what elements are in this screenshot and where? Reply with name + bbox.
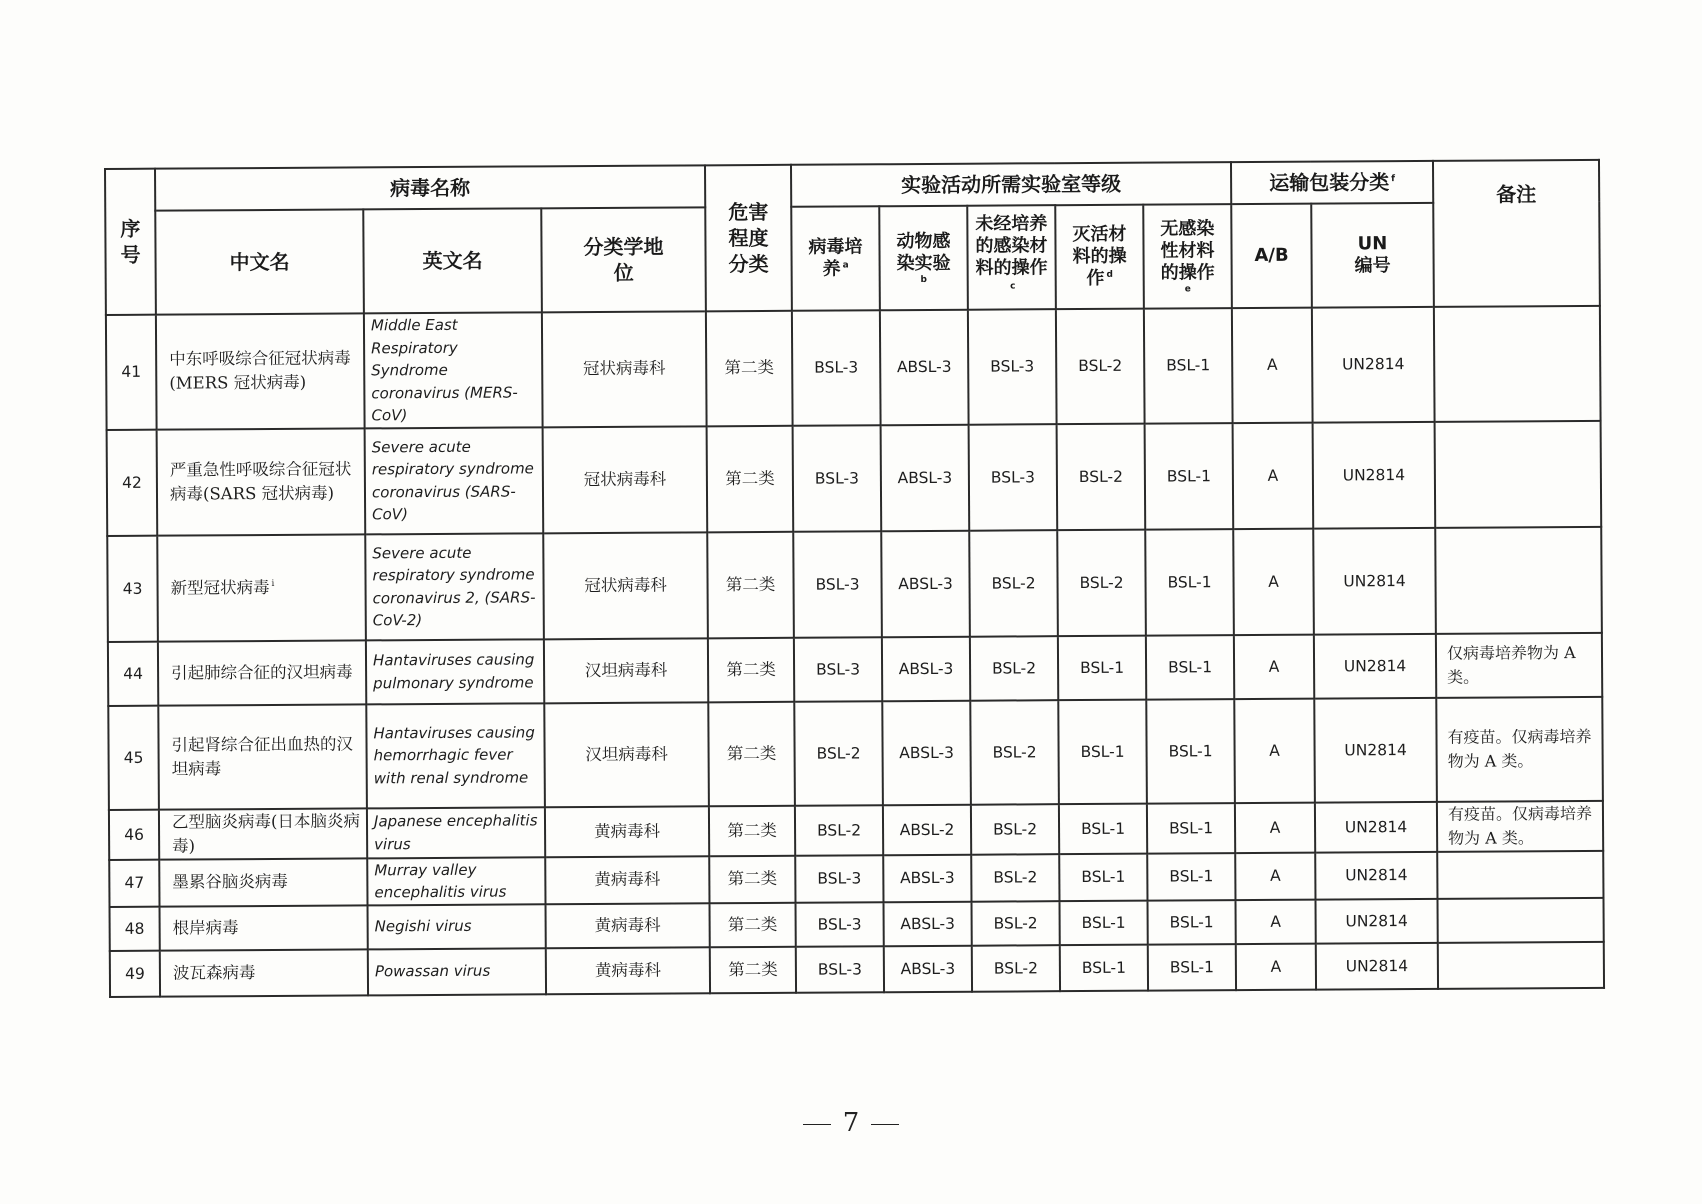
- culture-level-cell: [794, 701, 883, 806]
- uncultured-level-cell: [971, 901, 1059, 946]
- animal-level-cell: [882, 700, 971, 805]
- animal-level: ABSL-3: [900, 959, 956, 978]
- culture-level: BSL-3: [815, 574, 860, 594]
- un-number: UN2814: [1344, 817, 1408, 836]
- transport-ab-cell: [1233, 528, 1314, 634]
- un-number: UN2814: [1341, 355, 1405, 374]
- header-culture: [791, 206, 880, 311]
- animal-level-cell: [881, 530, 970, 637]
- hazard-class-cell: [710, 946, 796, 993]
- un-number: UN2814: [1343, 656, 1407, 675]
- culture-level-cell: [795, 855, 883, 903]
- hazard-class-cell: [706, 311, 793, 426]
- cn-name-cell: [159, 808, 367, 859]
- table-row: [108, 632, 1602, 705]
- culture-level-cell: [794, 637, 882, 702]
- transport-ab-cell: [1234, 634, 1314, 698]
- uncultured-level: BSL-2: [992, 658, 1037, 678]
- header-virus-name: 病毒名称: [155, 165, 705, 210]
- header-noninfectious-sup: e: [1184, 284, 1191, 295]
- cn-name: 引起肾综合征出血热的汉坦病毒: [171, 733, 354, 779]
- uncultured-level-cell: [969, 530, 1058, 637]
- inactivated-level: BSL-1: [1079, 658, 1125, 677]
- un-number: UN2814: [1345, 956, 1409, 975]
- culture-level-cell: [792, 310, 881, 425]
- noninfectious-level-cell: [1146, 635, 1234, 700]
- taxonomy: 黄病毒科: [594, 960, 661, 980]
- header-inactivated: [1055, 205, 1144, 310]
- noninfectious-level: BSL-1: [1168, 818, 1214, 838]
- transport-ab-cell: [1234, 698, 1315, 802]
- header-uncultured: [967, 205, 1056, 310]
- inactivated-level-cell: [1059, 803, 1147, 854]
- row-number: 49: [124, 964, 145, 983]
- un-number: UN2814: [1342, 465, 1406, 484]
- cn-name: 根岸病毒: [172, 917, 239, 938]
- transport-ab: A: [1268, 657, 1280, 676]
- transport-ab: A: [1267, 466, 1279, 485]
- header-ab: A/B: [1231, 204, 1312, 308]
- footer-dash-right: [871, 1124, 899, 1125]
- noninfectious-level: BSL-1: [1166, 356, 1211, 375]
- en-name-cell: [365, 427, 544, 534]
- hazard-class: 第二类: [727, 868, 778, 889]
- hazard-class: 第二类: [727, 820, 777, 840]
- hazard-class-cell: [710, 902, 796, 947]
- taxonomy-cell: [543, 532, 708, 639]
- row-number: 43: [122, 579, 143, 598]
- animal-level-cell: [883, 901, 971, 946]
- header-animal-sup: b: [920, 274, 927, 286]
- uncultured-level: BSL-2: [992, 819, 1038, 839]
- inactivated-level-cell: [1058, 635, 1146, 700]
- header-inactivated-label: 灭活材料的操作: [1072, 223, 1127, 290]
- uncultured-level-cell: [969, 424, 1058, 531]
- animal-level: ABSL-2: [899, 820, 955, 839]
- header-lab-level: 实验活动所需实验室等级: [791, 162, 1231, 207]
- transport-ab-cell: [1232, 308, 1313, 423]
- un-number-cell: [1315, 898, 1437, 943]
- noninfectious-level: BSL-1: [1168, 741, 1213, 761]
- cn-name-footnote: i: [271, 578, 275, 589]
- cn-name-cell: [157, 428, 366, 535]
- un-number-cell: [1313, 421, 1436, 528]
- culture-level: BSL-3: [814, 468, 859, 488]
- header-transport: [1231, 161, 1433, 204]
- en-name: Hantaviruses causing hemorrhagic fever with renal syndrome: [373, 723, 535, 788]
- uncultured-level-cell: [971, 854, 1059, 902]
- table-row: [109, 800, 1603, 859]
- remarks-cell: [1438, 941, 1604, 988]
- taxonomy: 冠状病毒科: [582, 358, 666, 379]
- table-row: [106, 306, 1601, 430]
- culture-level: BSL-3: [814, 358, 859, 377]
- animal-level: ABSL-3: [898, 574, 953, 593]
- uncultured-level-cell: [970, 700, 1059, 805]
- remarks-cell: [1436, 632, 1602, 697]
- un-number-cell: [1314, 697, 1437, 802]
- header-inactivated-sup: d: [1106, 269, 1113, 280]
- inactivated-level: BSL-1: [1080, 819, 1126, 838]
- animal-level-cell: [882, 636, 970, 701]
- taxonomy: 冠状病毒科: [584, 575, 667, 595]
- en-name: Japanese encephalitis virus: [373, 811, 538, 853]
- cn-name: 严重急性呼吸综合征冠状病毒(SARS 冠状病毒): [169, 458, 352, 504]
- remarks-cell: [1435, 526, 1602, 633]
- noninfectious-level: BSL-1: [1167, 572, 1212, 592]
- taxonomy: 汉坦病毒科: [585, 744, 668, 764]
- inactivated-level: BSL-2: [1079, 573, 1124, 592]
- transport-ab: A: [1269, 741, 1280, 760]
- hazard-class-cell: [709, 855, 795, 903]
- header-animal: [879, 206, 968, 311]
- inactivated-level-cell: [1058, 699, 1147, 804]
- un-number-cell: [1313, 527, 1436, 634]
- culture-level: BSL-2: [816, 820, 862, 840]
- header-noninfectious-label: 无感染性材料的操作: [1160, 218, 1215, 284]
- uncultured-level: BSL-3: [990, 467, 1035, 487]
- cn-name-cell: [158, 640, 366, 705]
- en-name-cell: [368, 904, 546, 949]
- inactivated-level: BSL-2: [1078, 357, 1123, 376]
- inactivated-level-cell: [1060, 944, 1148, 991]
- header-hazard: 危害程度分类: [705, 165, 792, 312]
- remarks-cell: [1434, 306, 1601, 422]
- transport-ab: A: [1266, 356, 1278, 375]
- cn-name-cell: [157, 534, 366, 641]
- en-name-cell: [367, 807, 545, 858]
- header-transport-sup: f: [1391, 174, 1396, 185]
- animal-level-cell: [880, 310, 969, 425]
- un-number: UN2814: [1343, 571, 1406, 590]
- uncultured-level-cell: [971, 804, 1059, 855]
- row-number-cell: [109, 859, 159, 906]
- taxonomy-cell: [546, 903, 710, 948]
- table-row: [107, 420, 1602, 535]
- remarks: 仅病毒培养物为 A 类。: [1446, 642, 1576, 687]
- uncultured-level-cell: [972, 945, 1060, 992]
- inactivated-level: BSL-1: [1081, 867, 1126, 887]
- culture-level: BSL-3: [817, 959, 862, 979]
- uncultured-level: BSL-2: [993, 958, 1038, 978]
- row-number: 44: [123, 664, 144, 683]
- uncultured-level: BSL-2: [993, 868, 1038, 887]
- noninfectious-level: BSL-1: [1166, 466, 1211, 486]
- un-number-cell: [1314, 633, 1436, 698]
- animal-level-cell: [883, 804, 971, 855]
- taxonomy-cell: [546, 947, 710, 994]
- row-number: 47: [124, 873, 145, 892]
- remarks: 有疫苗。仅病毒培养物为 A 类。: [1447, 803, 1593, 848]
- en-name: Negishi virus: [374, 917, 472, 936]
- header-animal-label: 动物感染实验: [896, 230, 951, 275]
- animal-level: ABSL-3: [899, 743, 954, 762]
- uncultured-level-cell: [970, 636, 1058, 701]
- animal-level: ABSL-3: [898, 659, 954, 678]
- header-en-name: 英文名: [363, 208, 542, 313]
- table-row: [108, 696, 1603, 809]
- en-name: Middle East Respiratory Syndrome coronavirus (MERS-CoV): [370, 315, 518, 425]
- header-seq: 序号: [105, 169, 156, 315]
- transport-ab: A: [1269, 866, 1281, 885]
- noninfectious-level-cell: [1145, 529, 1234, 636]
- un-number-cell: [1316, 942, 1438, 989]
- row-number: 42: [121, 473, 142, 492]
- inactivated-level-cell: [1057, 423, 1146, 530]
- header-transport-label: 运输包装分类: [1269, 170, 1390, 195]
- culture-level: BSL-3: [817, 914, 862, 934]
- cn-name-cell: [160, 949, 368, 996]
- un-number-cell: [1312, 307, 1435, 422]
- taxonomy-cell: [544, 702, 709, 807]
- header-uncultured-sup: c: [1010, 281, 1016, 292]
- en-name-cell: [366, 703, 545, 808]
- noninfectious-level: BSL-1: [1169, 867, 1214, 886]
- inactivated-level: BSL-1: [1081, 958, 1126, 977]
- noninfectious-level-cell: [1147, 853, 1235, 901]
- en-name-cell: [364, 312, 543, 428]
- taxonomy: 汉坦病毒科: [584, 660, 668, 680]
- en-name-cell: [366, 639, 544, 704]
- cn-name: 墨累谷脑炎病毒: [172, 871, 288, 892]
- hazard-class: 第二类: [727, 914, 778, 934]
- inactivated-level-cell: [1059, 900, 1147, 945]
- taxonomy-cell: [545, 856, 709, 904]
- page-number: 7: [842, 1108, 860, 1138]
- cn-name-cell: [158, 704, 367, 809]
- row-number-cell: [108, 641, 158, 705]
- noninfectious-level-cell: [1148, 944, 1236, 991]
- animal-level-cell: [884, 945, 972, 992]
- taxonomy: 黄病毒科: [594, 869, 661, 890]
- row-number: 41: [121, 363, 142, 382]
- row-number: 48: [124, 919, 145, 938]
- taxonomy-cell: [542, 311, 707, 426]
- hazard-class-cell: [708, 637, 794, 702]
- header-culture-sup: a: [842, 260, 849, 271]
- un-number: UN2814: [1344, 740, 1407, 759]
- hazard-class: 第二类: [726, 743, 777, 763]
- hazard-class: 第二类: [725, 468, 775, 488]
- taxonomy: 冠状病毒科: [583, 469, 667, 489]
- inactivated-level-cell: [1059, 853, 1147, 901]
- remarks-cell: [1437, 850, 1603, 898]
- un-number-cell: [1315, 851, 1437, 899]
- culture-level: BSL-2: [816, 743, 861, 763]
- table-row: [110, 941, 1604, 996]
- culture-level-cell: [795, 902, 883, 947]
- taxonomy-cell: [544, 638, 708, 703]
- un-number: UN2814: [1345, 911, 1408, 930]
- taxonomy: 黄病毒科: [594, 915, 661, 935]
- hazard-class: 第二类: [726, 659, 776, 679]
- transport-ab-cell: [1236, 943, 1316, 989]
- en-name-cell: [368, 948, 546, 995]
- un-number: UN2814: [1345, 866, 1408, 885]
- uncultured-level-cell: [968, 309, 1057, 424]
- header-remarks: 备注: [1433, 160, 1600, 307]
- row-number-cell: [110, 906, 160, 950]
- en-name: Severe acute respiratory syndrome coronavirus 2, (SARS-CoV-2): [372, 543, 536, 630]
- remarks-cell: [1437, 800, 1603, 851]
- virus-table: [104, 159, 1605, 998]
- uncultured-level: BSL-2: [991, 573, 1036, 593]
- row-number-cell: [108, 705, 159, 809]
- remarks-cell: [1435, 420, 1602, 527]
- row-number-cell: [109, 809, 159, 859]
- row-number-cell: [110, 950, 160, 996]
- transport-ab: A: [1268, 572, 1279, 591]
- row-number: 45: [123, 748, 144, 767]
- row-number: 46: [124, 825, 144, 844]
- hazard-class: 第二类: [724, 358, 775, 378]
- taxonomy-cell: [545, 806, 709, 857]
- cn-name-cell: [156, 313, 365, 429]
- header-culture-label: 病毒培养: [808, 236, 863, 280]
- taxonomy: 黄病毒科: [594, 821, 661, 841]
- cn-name-cell: [160, 905, 368, 950]
- noninfectious-level-cell: [1144, 308, 1233, 423]
- row-number-cell: [106, 315, 157, 430]
- hazard-class-cell: [709, 805, 795, 856]
- page-footer: [0, 1108, 1702, 1138]
- noninfectious-level: BSL-1: [1167, 657, 1213, 677]
- remarks-cell: [1438, 897, 1604, 942]
- animal-level: ABSL-3: [896, 358, 952, 377]
- header-un: UN编号: [1311, 203, 1434, 308]
- en-name-cell: [367, 857, 545, 905]
- en-name: Murray valley encephalitis virus: [374, 860, 507, 902]
- culture-level-cell: [793, 425, 882, 532]
- noninfectious-level-cell: [1147, 803, 1235, 854]
- animal-level-cell: [881, 424, 970, 531]
- transport-ab: A: [1270, 957, 1282, 976]
- hazard-class-cell: [708, 701, 795, 806]
- noninfectious-level: BSL-1: [1169, 957, 1214, 977]
- animal-level-cell: [883, 854, 971, 902]
- inactivated-level: BSL-1: [1081, 913, 1126, 932]
- inactivated-level-cell: [1057, 529, 1146, 636]
- noninfectious-level-cell: [1145, 423, 1234, 530]
- cn-name: 乙型脑炎病毒(日本脑炎病毒): [171, 810, 360, 856]
- transport-ab-cell: [1233, 422, 1314, 528]
- culture-level-cell: [795, 805, 883, 856]
- culture-level: BSL-3: [817, 869, 862, 888]
- header-cn-name: 中文名: [155, 209, 364, 314]
- noninfectious-level-cell: [1147, 900, 1235, 945]
- en-name: Hantaviruses causing pulmonary syndrome: [372, 650, 535, 692]
- cn-name: 波瓦森病毒: [172, 962, 256, 983]
- uncultured-level: BSL-3: [990, 357, 1035, 376]
- inactivated-level: BSL-2: [1078, 467, 1123, 486]
- hazard-class: 第二类: [728, 959, 778, 979]
- transport-ab-cell: [1235, 802, 1315, 852]
- table-row: [107, 526, 1602, 641]
- en-name: Powassan virus: [374, 961, 491, 981]
- culture-level-cell: [793, 531, 882, 638]
- footer-dash-left: [803, 1124, 831, 1125]
- cn-name: 中东呼吸综合征冠状病毒(MERS 冠状病毒): [169, 348, 351, 393]
- animal-level: ABSL-3: [899, 868, 955, 888]
- remarks: 有疫苗。仅病毒培养物为 A 类。: [1447, 726, 1592, 771]
- animal-level: ABSL-3: [900, 914, 955, 933]
- row-number-cell: [107, 535, 158, 641]
- row-number-cell: [107, 429, 158, 535]
- cn-name-cell: [159, 858, 367, 906]
- noninfectious-level-cell: [1146, 699, 1235, 804]
- uncultured-level: BSL-2: [993, 913, 1038, 933]
- culture-level-cell: [796, 946, 884, 993]
- inactivated-level-cell: [1056, 309, 1145, 424]
- transport-ab-cell: [1235, 899, 1315, 943]
- remarks-cell: [1436, 696, 1603, 801]
- taxonomy-cell: [543, 426, 708, 533]
- en-name-cell: [365, 533, 544, 640]
- hazard-class: 第二类: [725, 574, 776, 594]
- noninfectious-level: BSL-1: [1169, 912, 1214, 932]
- cn-name: 引起肺综合征的汉坦病毒: [171, 661, 353, 683]
- transport-ab: A: [1269, 818, 1281, 837]
- header-noninfectious: [1143, 204, 1232, 309]
- un-number-cell: [1315, 801, 1437, 852]
- en-name: Severe acute respiratory syndrome coronavirus (SARS-CoV): [371, 437, 534, 524]
- animal-level: ABSL-3: [897, 468, 953, 487]
- header-uncultured-label: 未经培养的感染材料的操作: [975, 213, 1048, 279]
- uncultured-level: BSL-2: [992, 742, 1037, 762]
- culture-level: BSL-3: [816, 659, 861, 679]
- hazard-class-cell: [707, 531, 794, 638]
- transport-ab: A: [1270, 912, 1281, 931]
- inactivated-level: BSL-1: [1080, 742, 1125, 761]
- header-taxonomy: 分类学地位: [541, 207, 706, 312]
- hazard-class-cell: [707, 425, 794, 532]
- cn-name: 新型冠状病毒: [170, 577, 270, 598]
- transport-ab-cell: [1235, 852, 1315, 899]
